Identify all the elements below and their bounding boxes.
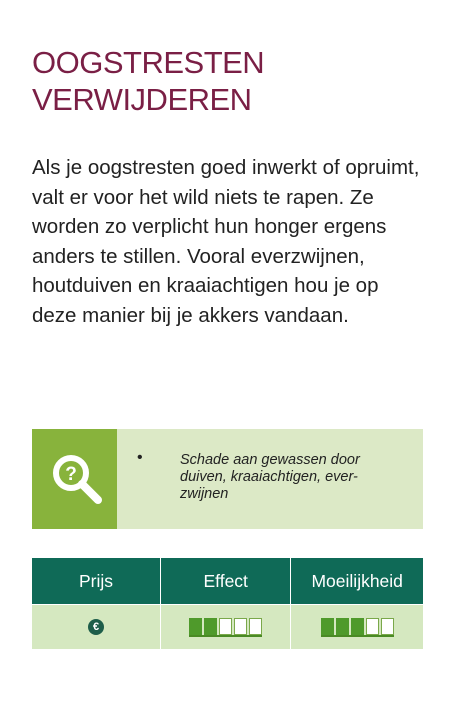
difficulty-segment [381, 618, 394, 635]
damage-icon-box [32, 429, 117, 529]
description-paragraph: Als je oogstresten goed inwerkt of opruimt, valt er voor het wild niets te rapen. Ze worden zo verplicht hun honger ergens anders te stillen. Vooral everzwijnen, houtduiven en kraaiachtigen hou je op deze manier bij je akkers vandaan. [32, 156, 420, 327]
rating-table [32, 558, 423, 649]
damage-panel [32, 429, 423, 529]
difficulty-segment [351, 618, 364, 635]
difficulty-segment [336, 618, 349, 635]
title-line-2: VERWIJDEREN [32, 82, 252, 117]
effect-segment [249, 618, 262, 635]
difficulty-meter [321, 618, 394, 637]
euro-icon: € [88, 619, 104, 635]
svg-text:?: ? [65, 464, 77, 485]
effect-segment [234, 618, 247, 635]
magnifier-question-icon [49, 451, 105, 507]
header-effect: Effect [161, 558, 291, 605]
difficulty-segment [366, 618, 379, 635]
effect-segment [189, 618, 202, 635]
effect-meter [189, 618, 262, 637]
page-title [32, 44, 432, 118]
difficulty-segment [321, 618, 334, 635]
effect-segment [204, 618, 217, 635]
price-cell [32, 605, 161, 650]
title-line-1: OOGSTRESTEN [32, 45, 265, 80]
bullet: • [137, 449, 143, 466]
difficulty-cell [291, 605, 423, 650]
effect-segment [219, 618, 232, 635]
damage-text: Schade aan gewassen door duiven, kraaiachtigen, ever-zwijnen [180, 452, 360, 502]
header-price: Prijs [32, 558, 161, 605]
effect-cell [161, 605, 291, 650]
header-difficulty: Moeilijkheid [291, 558, 423, 605]
